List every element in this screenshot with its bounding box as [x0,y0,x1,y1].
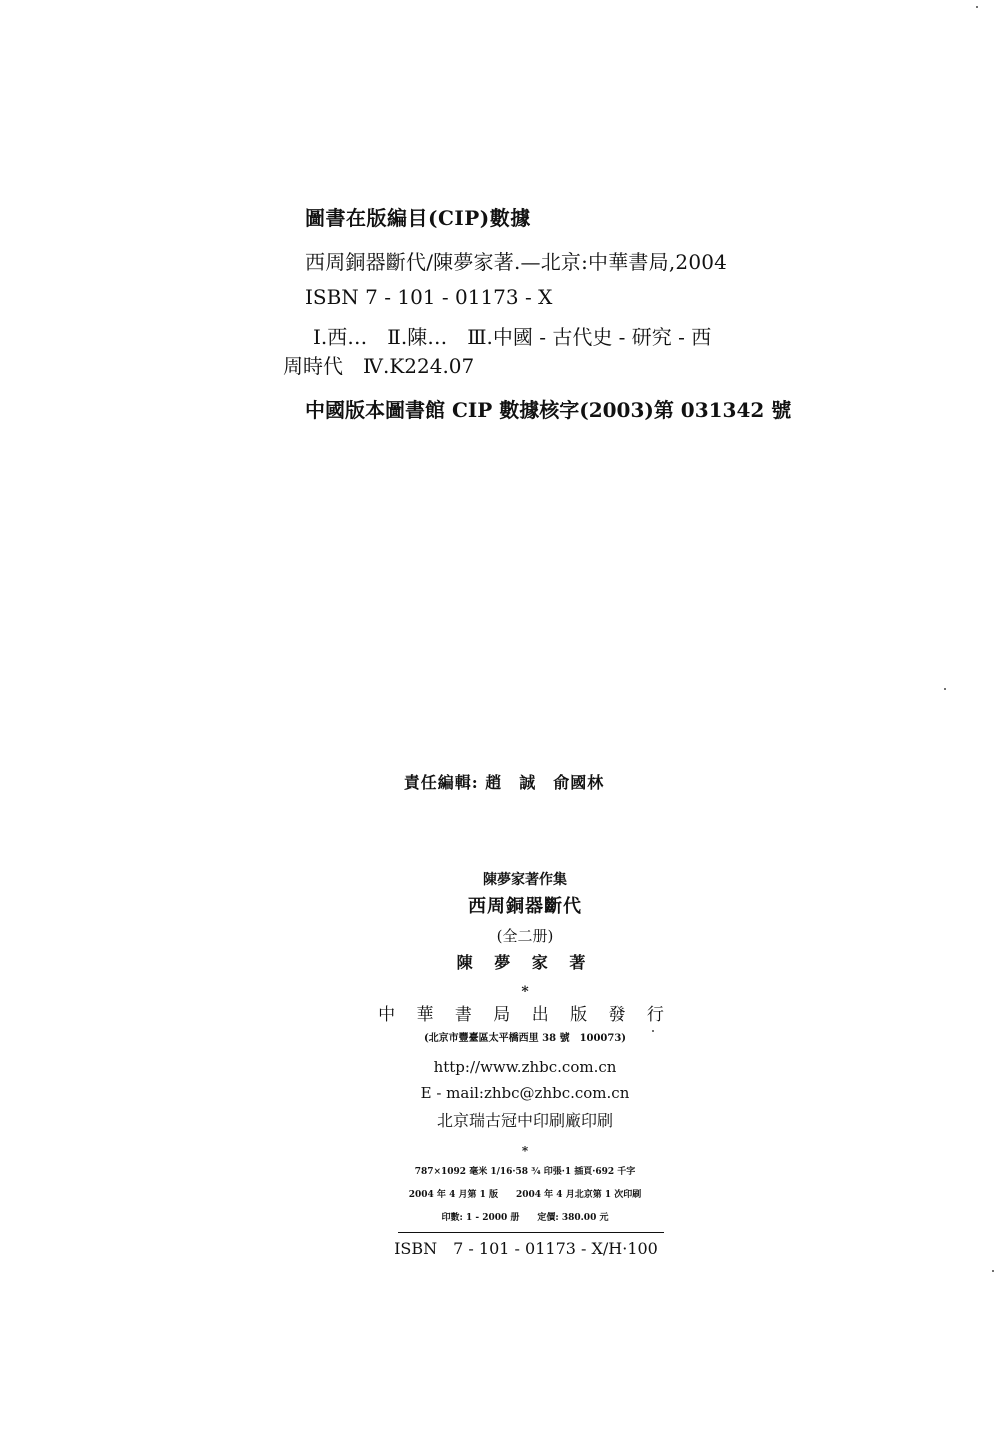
separator-star: * [521,984,529,1000]
author-line: 陳 夢 家 著 [456,953,594,972]
email-address: E - mail:zhbc@zhbc.com.cn [420,1084,630,1102]
print-run-price: 印數: 1 - 2000 册 定價: 380.00 元 [441,1213,609,1223]
scan-speck [992,1270,994,1272]
book-title: 西周銅器斷代 [468,896,582,917]
publisher-line: 中 華 書 局 出 版 發 行 [378,1005,672,1025]
publisher-address: (北京市豐臺區太平橋西里 38 號 100073) [423,1033,627,1044]
series-title: 陳夢家著作集 [483,872,567,888]
website-url: http://www.zhbc.com.cn [433,1058,617,1076]
cip-subject-line: Ⅰ.西… Ⅱ.陳… Ⅲ.中國 - 古代史 - 研究 - 西 [313,325,712,349]
cip-subject-line-continued: 周時代 Ⅳ.K224.07 [283,354,475,378]
responsible-editors: 責任編輯: 趙 誠 俞國林 [403,773,605,792]
footer-isbn: ISBN 7 - 101 - 01173 - X/H·100 [394,1239,658,1258]
cip-record-number: 中國版本圖書館 CIP 數據核字(2003)第 031342 號 [305,398,792,422]
cip-heading: 圖書在版編目(CIP)數據 [305,206,531,230]
scan-speck [652,1030,654,1032]
format-specs: 787×1092 毫米 1/16·58 ¾ 印張·1 插頁·692 千字 [414,1167,636,1177]
separator-star-2: * [521,1144,529,1158]
scan-speck [976,6,978,8]
printer-line: 北京瑞古冠中印刷廠印刷 [436,1111,613,1130]
cip-title-author-line: 西周銅器斷代/陳夢家著.—北京:中華書局,2004 [305,250,728,274]
footer-rule [398,1232,664,1233]
edition-info: 2004 年 4 月第 1 版 2004 年 4 月北京第 1 次印刷 [408,1190,642,1200]
scan-speck [944,688,946,690]
volume-count: (全二册) [496,927,554,945]
cip-isbn-line: ISBN 7 - 101 - 01173 - X [305,285,553,309]
